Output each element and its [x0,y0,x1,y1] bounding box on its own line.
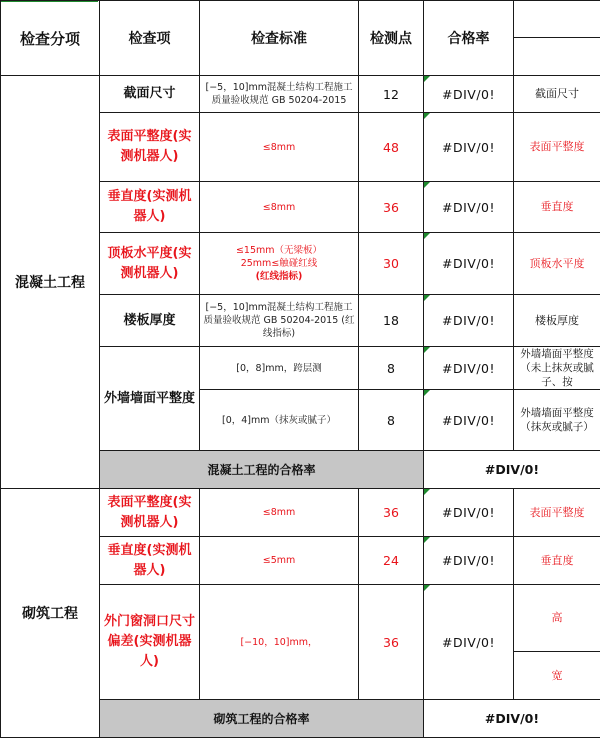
row-rate: #DIV/0! [424,347,514,390]
row-item: 表面平整度(实测机器人) [100,489,200,537]
row-rate: #DIV/0! [424,390,514,451]
row-note: 楼板厚度 [514,295,600,347]
standard-line: (红线指标) [203,270,355,283]
row-note: 外墙墙面平整度（抹灰或腻子） [514,390,600,451]
row-note: 表面平整度 [514,113,600,182]
row-rate: #DIV/0! [424,233,514,295]
category-concrete: 混凝土工程 [1,76,100,489]
row-standard: [−5，10]mm混凝土结构工程施工质量验收规范 GB 50204-2015 [200,76,359,113]
row-points: 12 [359,76,424,113]
subtotal-concrete-label: 混凝土工程的合格率 [100,451,424,489]
subtotal-masonry-value: #DIV/0! [424,700,600,738]
row-points: 36 [359,585,424,700]
row-standard: [−10，10]mm， [200,585,359,700]
row-points: 8 [359,390,424,451]
row-rate: #DIV/0! [424,295,514,347]
row-item: 垂直度(实测机器人) [100,537,200,585]
row-standard [200,233,359,295]
row-item: 楼板厚度 [100,295,200,347]
row-note: 表面平整度 [514,489,600,537]
row-rate: #DIV/0! [424,585,514,700]
row-note: 垂直度 [514,537,600,585]
row-points: 36 [359,182,424,233]
row-rate: #DIV/0! [424,76,514,113]
row-points: 36 [359,489,424,537]
row-points: 48 [359,113,424,182]
row-standard: ≤8mm [200,489,359,537]
row-item: 截面尺寸 [100,76,200,113]
row-standard: ≤5mm [200,537,359,585]
row-standard: ≤8mm [200,182,359,233]
subtotal-concrete-value: #DIV/0! [424,451,600,489]
row-points: 18 [359,295,424,347]
row-note: 截面尺寸 [514,76,600,113]
row-note: 顶板水平度 [514,233,600,295]
row-rate: #DIV/0! [424,113,514,182]
header-item: 检查项 [100,1,200,76]
row-item: 外墙墙面平整度 [100,347,200,451]
row-rate: #DIV/0! [424,537,514,585]
header-points: 检测点 [359,1,424,76]
row-standard: ≤8mm [200,113,359,182]
row-standard: [0，4]mm（抹灰或腻子） [200,390,359,451]
standard-line: 25mm≤触碰红线 [203,257,355,270]
row-item: 顶板水平度(实测机器人) [100,233,200,295]
header-note-cell [514,38,600,76]
header-rate: 合格率 [424,1,514,76]
header-standard: 检查标准 [200,1,359,76]
row-rate: #DIV/0! [424,489,514,537]
row-note-wide: 宽 [514,652,600,700]
row-standard: [−5，10]mm混凝土结构工程施工质量验收规范 GB 50204-2015 (红线指标) [200,295,359,347]
row-item: 垂直度(实测机器人) [100,182,200,233]
row-item: 表面平整度(实测机器人) [100,113,200,182]
row-points: 8 [359,347,424,390]
row-note-high: 高 [514,585,600,652]
row-points: 30 [359,233,424,295]
header-category: 检查分项 [1,1,100,76]
row-standard: [0，8]mm，跨层测 [200,347,359,390]
row-note: 外墙墙面平整度（未上抹灰或腻子、按 [514,347,600,390]
row-rate: #DIV/0! [424,182,514,233]
row-points: 24 [359,537,424,585]
header-note-cell [514,1,600,38]
row-item: 外门窗洞口尺寸偏差(实测机器人) [100,585,200,700]
category-masonry: 砌筑工程 [1,489,100,738]
subtotal-masonry-label: 砌筑工程的合格率 [100,700,424,738]
row-note: 垂直度 [514,182,600,233]
standard-line: ≤15mm（无梁板） [203,244,355,257]
